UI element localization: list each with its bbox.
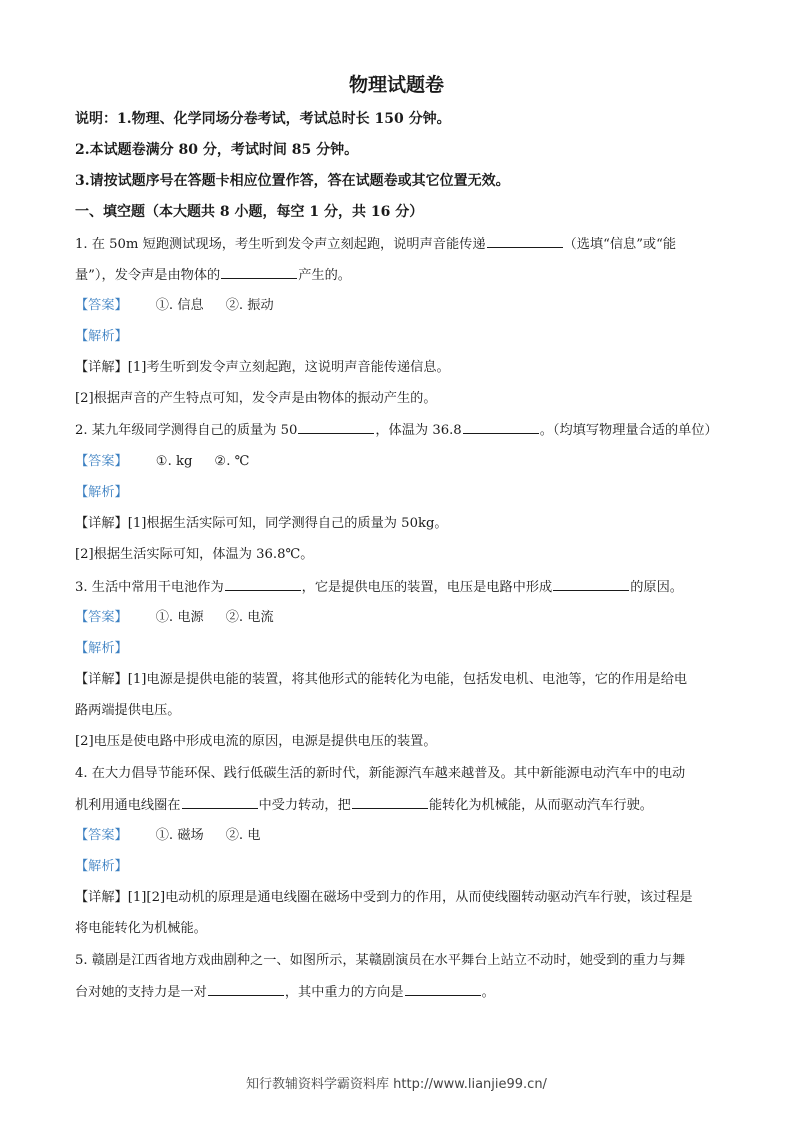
detail-1-2: [2]根据声音的产生特点可知，发令声是由物体的振动产生的。 bbox=[75, 391, 437, 406]
detail-1-1: 【详解】[1]考生听到发令声立刻起跑，这说明声音能传递信息。 bbox=[75, 360, 450, 375]
answer-tag: 【答案】 bbox=[75, 610, 128, 625]
footer-watermark: 知行教辅资料学霸资料库 http://www.lianjie99.cn/ bbox=[246, 1077, 547, 1092]
answer-tag: 【答案】 bbox=[75, 298, 128, 313]
analysis-tag: 【解析】 bbox=[75, 485, 128, 500]
analysis-3 bbox=[75, 640, 721, 658]
detail-3-1: 【详解】[1]电源是提供电能的装置，将其他形式的能转化为电能，包括发电机、电池等，它的作用是给电 bbox=[75, 672, 688, 687]
analysis-tag: 【解析】 bbox=[75, 329, 128, 344]
question-2: 2. 某九年级同学测得自己的质量为 50 ，体温为 36.8 。（均填写物理量合适的单位） bbox=[75, 423, 718, 438]
analysis-4 bbox=[75, 858, 721, 876]
question-1: 1. 在 50m 短跑测试现场，考生听到发令声立刻起跑，说明声音能传递 （选填“信息”或“能 bbox=[75, 237, 677, 252]
answer-1: 【答案】 ①. 信息 ②. 振动 bbox=[75, 298, 274, 313]
note-3: 3.请按试题序号在答题卡相应位置作答，答在试题卷或其它位置无效。 bbox=[75, 173, 510, 189]
question-1-cont: 量”），发令声是由物体的 产生的。 bbox=[75, 268, 351, 283]
question-3: 3. 生活中常用干电池作为 ，它是提供电压的装置，电压是电路中形成 的原因。 bbox=[75, 580, 683, 595]
question-4: 4. 在大力倡导节能环保、践行低碳生活的新时代，新能源汽车越来越普及。其中新能源电动汽车中的电动 bbox=[75, 766, 686, 781]
detail-2-1: 【详解】[1]根据生活实际可知，同学测得自己的质量为 50kg。 bbox=[75, 516, 448, 531]
detail-2-2: [2]根据生活实际可知，体温为 36.8℃。 bbox=[75, 547, 314, 562]
answer-blank bbox=[298, 421, 374, 434]
note-2: 2.本试题卷满分 80 分，考试时间 85 分钟。 bbox=[75, 142, 359, 158]
detail-3-2: [2]电压是使电路中形成电流的原因，电源是提供电压的装置。 bbox=[75, 734, 437, 749]
answer-2: 【答案】 ①. kg ②. ℃ bbox=[75, 454, 250, 469]
answer-blank bbox=[221, 266, 297, 279]
note-1: 说明：1.物理、化学同场分卷考试，考试总时长 150 分钟。 bbox=[75, 111, 451, 127]
question-5-cont: 台对她的支持力是一对 ，其中重力的方向是 。 bbox=[75, 985, 495, 1000]
detail-4-1: 【详解】[1][2]电动机的原理是通电线圈在磁场中受到力的作用，从而使线圈转动驱动汽车行驶，该过程是 bbox=[75, 890, 693, 905]
answer-blank bbox=[487, 235, 563, 248]
page-title: 物理试题卷 bbox=[348, 74, 444, 96]
answer-blank bbox=[225, 578, 301, 591]
answer-blank bbox=[208, 983, 284, 996]
answer-blank bbox=[352, 796, 428, 809]
question-4-cont: 机利用通电线圈在 中受力转动，把 能转化为机械能，从而驱动汽车行驶。 bbox=[75, 798, 653, 813]
answer-tag: 【答案】 bbox=[75, 828, 128, 843]
section-heading: 一、填空题（本大题共 8 小题，每空 1 分，共 16 分） bbox=[75, 204, 424, 220]
detail-4-1b: 将电能转化为机械能。 bbox=[75, 921, 207, 936]
answer-blank bbox=[463, 421, 539, 434]
answer-3: 【答案】 ①. 电源 ②. 电流 bbox=[75, 610, 274, 625]
analysis-1 bbox=[75, 328, 721, 346]
answer-blank bbox=[553, 578, 629, 591]
analysis-tag: 【解析】 bbox=[75, 859, 128, 874]
analysis-2 bbox=[75, 484, 721, 502]
answer-tag: 【答案】 bbox=[75, 454, 128, 469]
question-5: 5. 赣剧是江西省地方戏曲剧种之一、如图所示，某赣剧演员在水平舞台上站立不动时，她受到的重力与舞 bbox=[75, 953, 686, 968]
answer-4: 【答案】 ①. 磁场 ②. 电 bbox=[75, 828, 261, 843]
detail-3-1b: 路两端提供电压。 bbox=[75, 703, 181, 718]
answer-blank bbox=[405, 983, 481, 996]
answer-blank bbox=[182, 796, 258, 809]
analysis-tag: 【解析】 bbox=[75, 641, 128, 656]
